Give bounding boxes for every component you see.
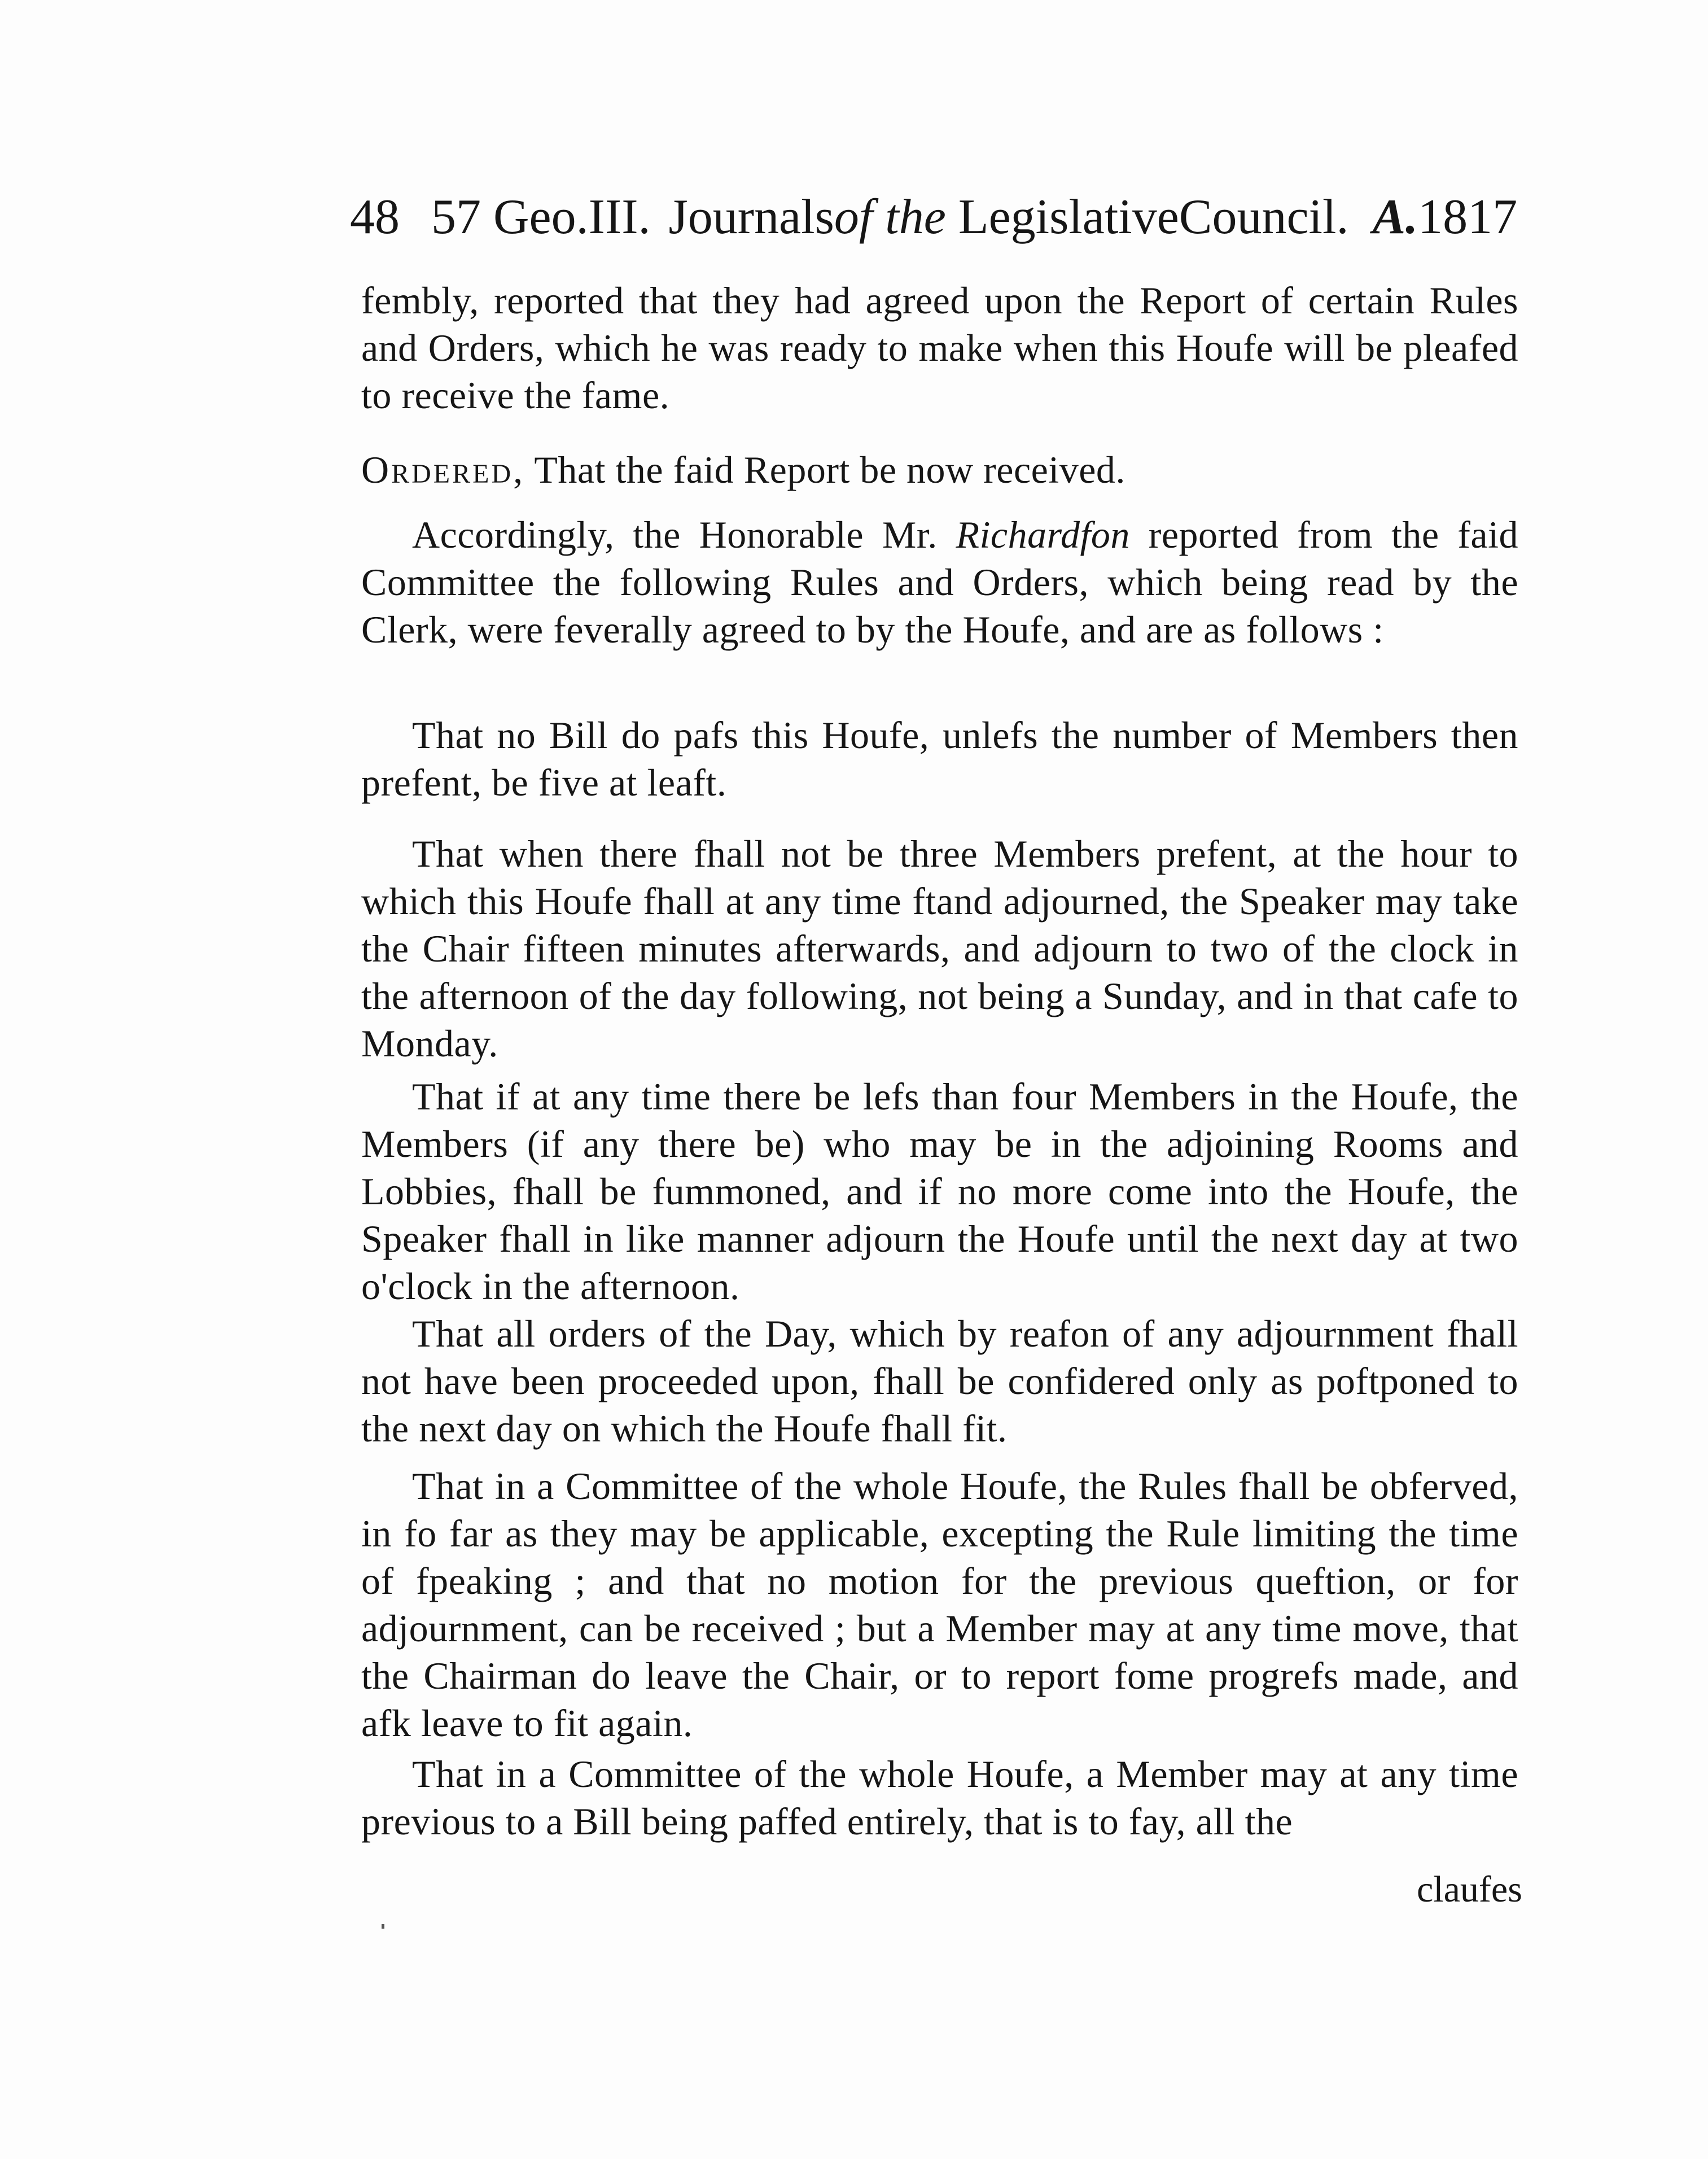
header-title-italic: of the (834, 190, 946, 244)
header-year: 1817 (1418, 190, 1518, 244)
rule-adjournment: That when there fhall not be three Members prefent, at the hour to which this Houfe fhall at any time ftand adjourned, the Speaker may take the Chair fifteen minutes afterwards, and adjourn to two of the clock in the afternoon of the day following, not being a Sunday, and in that cafe to Monday. (361, 832, 1518, 1065)
rule-quorum: That no Bill do pafs this Houfe, unlefs the number of Members then prefent, be five at leaft. (361, 714, 1518, 804)
header-title-start: Journals (668, 190, 834, 244)
report-text-end: reported from the faid Committee the following Rules and Orders, which being read by the Clerk, were feverally agreed to by the Houfe, and are as follows : (361, 513, 1519, 651)
paragraph-continuation: fembly, reported that they had agreed upon the Report of certain Rules and Orders, which he was ready to make when this Houfe will be pleafed to receive the fame. (361, 279, 1518, 417)
running-header (350, 175, 1518, 260)
ordered-label: Ordered, (361, 448, 525, 491)
paragraph-report (361, 511, 1518, 653)
rule-committee: That in a Committee of the whole Houfe, the Rules fhall be obferved, in fo far as they may be applicable, excepting the Rule limiting the time of fpeaking ; and that no motion for the previous queftion, or for adjournment, can be received ; but a Member may at any time move, that the Chairman do leave the Chair, or to report fome progrefs made, and afk leave to fit again. (361, 1465, 1518, 1745)
ordered-text: That the faid Report be now received. (534, 448, 1125, 491)
year-prefix: A. (1372, 190, 1418, 244)
page-number: 48 (350, 190, 400, 244)
report-text-start: Accordingly, the Honorable Mr. (412, 513, 938, 556)
rule-summoning: That if at any time there be lefs than four Members in the Houfe, the Members (if any there be) who may be in the adjoining Rooms and Lobbies, fhall be fummoned, and if no more come into the Houfe, the Speaker fhall in like manner adjourn the Houfe until the next day at two o'clock in the afternoon. (361, 1075, 1518, 1308)
paragraph-ordered (361, 446, 1518, 493)
regnal-year: 57 Geo.III. (431, 190, 651, 244)
header-title-end: LegislativeCouncil. (958, 190, 1349, 244)
member-name: Richardfon (956, 513, 1130, 556)
rule-orders-of-day: That all orders of the Day, which by reafon of any adjournment fhall not have been proceeded upon, fhall be confidered only as poftponed to the next day on which the Houfe fhall fit. (361, 1312, 1518, 1450)
catchword: claufes (1417, 1869, 1522, 1910)
rule-committee-bill: That in a Committee of the whole Houfe, a Member may at any time previous to a Bill being paffed entirely, that is to fay, all the (361, 1752, 1518, 1843)
ink-speck (382, 1924, 384, 1929)
